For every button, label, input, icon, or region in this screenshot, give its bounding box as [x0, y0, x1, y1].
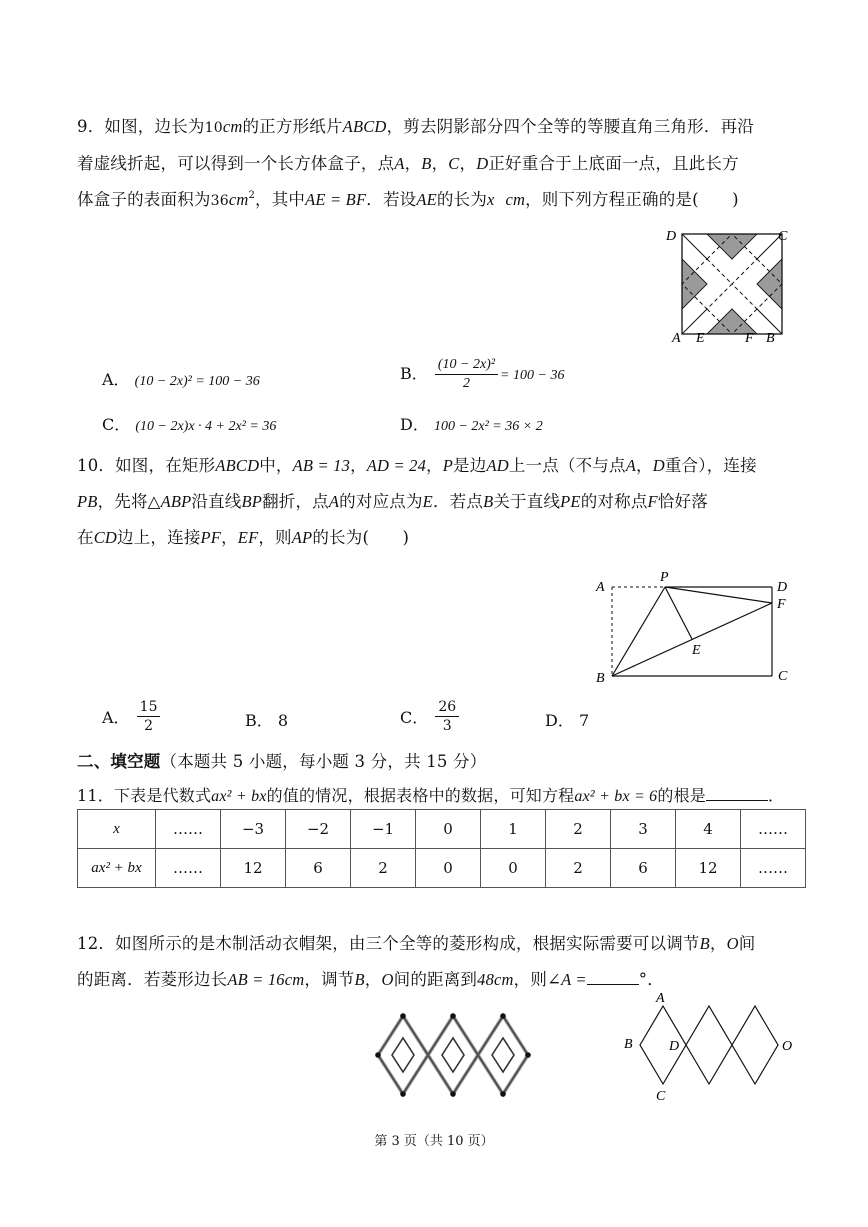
q9-option-c: C． (10 − 2x)x · 4 + 2x² = 36	[102, 415, 277, 434]
label-D: D	[777, 580, 788, 595]
q12-line2: 的距离．若菱形边长AB = 16cm，调节B，O间的距离到48cm，则∠A = °．	[77, 970, 664, 989]
table-row: x …… −3 −2 −1 0 1 2 3 4 ……	[78, 810, 806, 849]
q9-square-figure	[660, 222, 790, 348]
q9-option-d: D． 100 − 2x² = 36 × 2	[400, 415, 543, 434]
q10-line2: PB，先将△ABP沿直线BP翻折，点A的对应点为E．若点B关于直线PE的对称点F恰好落	[77, 492, 708, 511]
q10-line1: 10．如图，在矩形ABCD中，AB = 13，AD = 24，P是边AD上一点（不与点A，D重合），连接	[77, 456, 757, 475]
label-D: D	[666, 229, 677, 244]
shaded-triangle-top	[707, 234, 757, 259]
label-F: F	[745, 331, 754, 346]
label-A: A	[672, 331, 681, 346]
label-C: C	[778, 669, 788, 684]
q12-line1: 12．如图所示的是木制活动衣帽架，由三个全等的菱形构成，根据实际需要可以调节B，O间	[77, 934, 756, 953]
q9-line1: 9．如图，边长为10cm的正方形纸片ABCD，剪去阴影部分四个全等的等腰直角三角形．再沿	[77, 117, 754, 136]
label-A: A	[656, 991, 665, 1006]
label-P: P	[660, 570, 669, 585]
label-B: B	[596, 671, 605, 686]
label-D: D	[669, 1039, 680, 1054]
label-E: E	[696, 331, 705, 346]
label-C: C	[656, 1089, 666, 1104]
values-table	[77, 809, 806, 888]
q10-line3: 在CD边上，连接PF，EF，则AP的长为( )	[77, 528, 410, 547]
q10-option-d: D． 7	[545, 711, 590, 730]
segment-PF	[665, 587, 772, 603]
q9-option-a: A． (10 − 2x)² = 100 − 36	[102, 370, 260, 389]
q9-line3: 体盒子的表面积为$36cm^2$，其中AE = BF．若设AE的长为x cm，则下列方程正确的是( )	[77, 190, 739, 209]
table-row: ax² + bx …… 12 6 2 0 0 2 6 12 ……	[78, 849, 806, 888]
q12-rhombus-figure	[618, 988, 798, 1104]
label-A: A	[596, 580, 605, 595]
q10-option-a: A． $\frac{15}{2}$	[102, 698, 162, 735]
q10-option-b: B． 8	[245, 711, 289, 730]
segment-BP	[612, 587, 665, 676]
q10-rectangle-figure	[590, 566, 800, 688]
shaded-triangle-left	[682, 259, 707, 309]
segment-BF	[612, 603, 772, 676]
answer-blank[interactable]	[587, 984, 639, 985]
label-F: F	[777, 597, 786, 612]
label-O: O	[782, 1039, 793, 1054]
segment-PE	[665, 587, 692, 639]
q10-option-c: C． $\frac{26}{3}$	[400, 698, 461, 735]
label-B: B	[766, 331, 775, 346]
q9-option-b: B． $\frac{\text{(10 − 2x)²}}{2}$ = 100 − 36	[400, 357, 565, 391]
q9-line2: 着虚线折起，可以得到一个长方体盒子，点A，B，C，D正好重合于上底面一点，且此长方	[77, 154, 739, 173]
coat-rack-illustration	[365, 1010, 537, 1100]
page-footer: 第 3 页（共 10 页）	[374, 1134, 494, 1149]
answer-blank[interactable]	[706, 800, 768, 801]
label-E: E	[692, 643, 701, 658]
label-C: C	[778, 229, 788, 244]
label-B: B	[624, 1037, 633, 1052]
section-2-heading: 二、填空题（本题共 5 小题，每小题 3 分，共 15 分）	[77, 752, 487, 771]
shaded-triangle-right	[757, 259, 782, 309]
q11-line1: 11．下表是代数式ax² + bx的值的情况，根据表格中的数据，可知方程ax² + bx = 6的根是 ．	[77, 786, 785, 805]
